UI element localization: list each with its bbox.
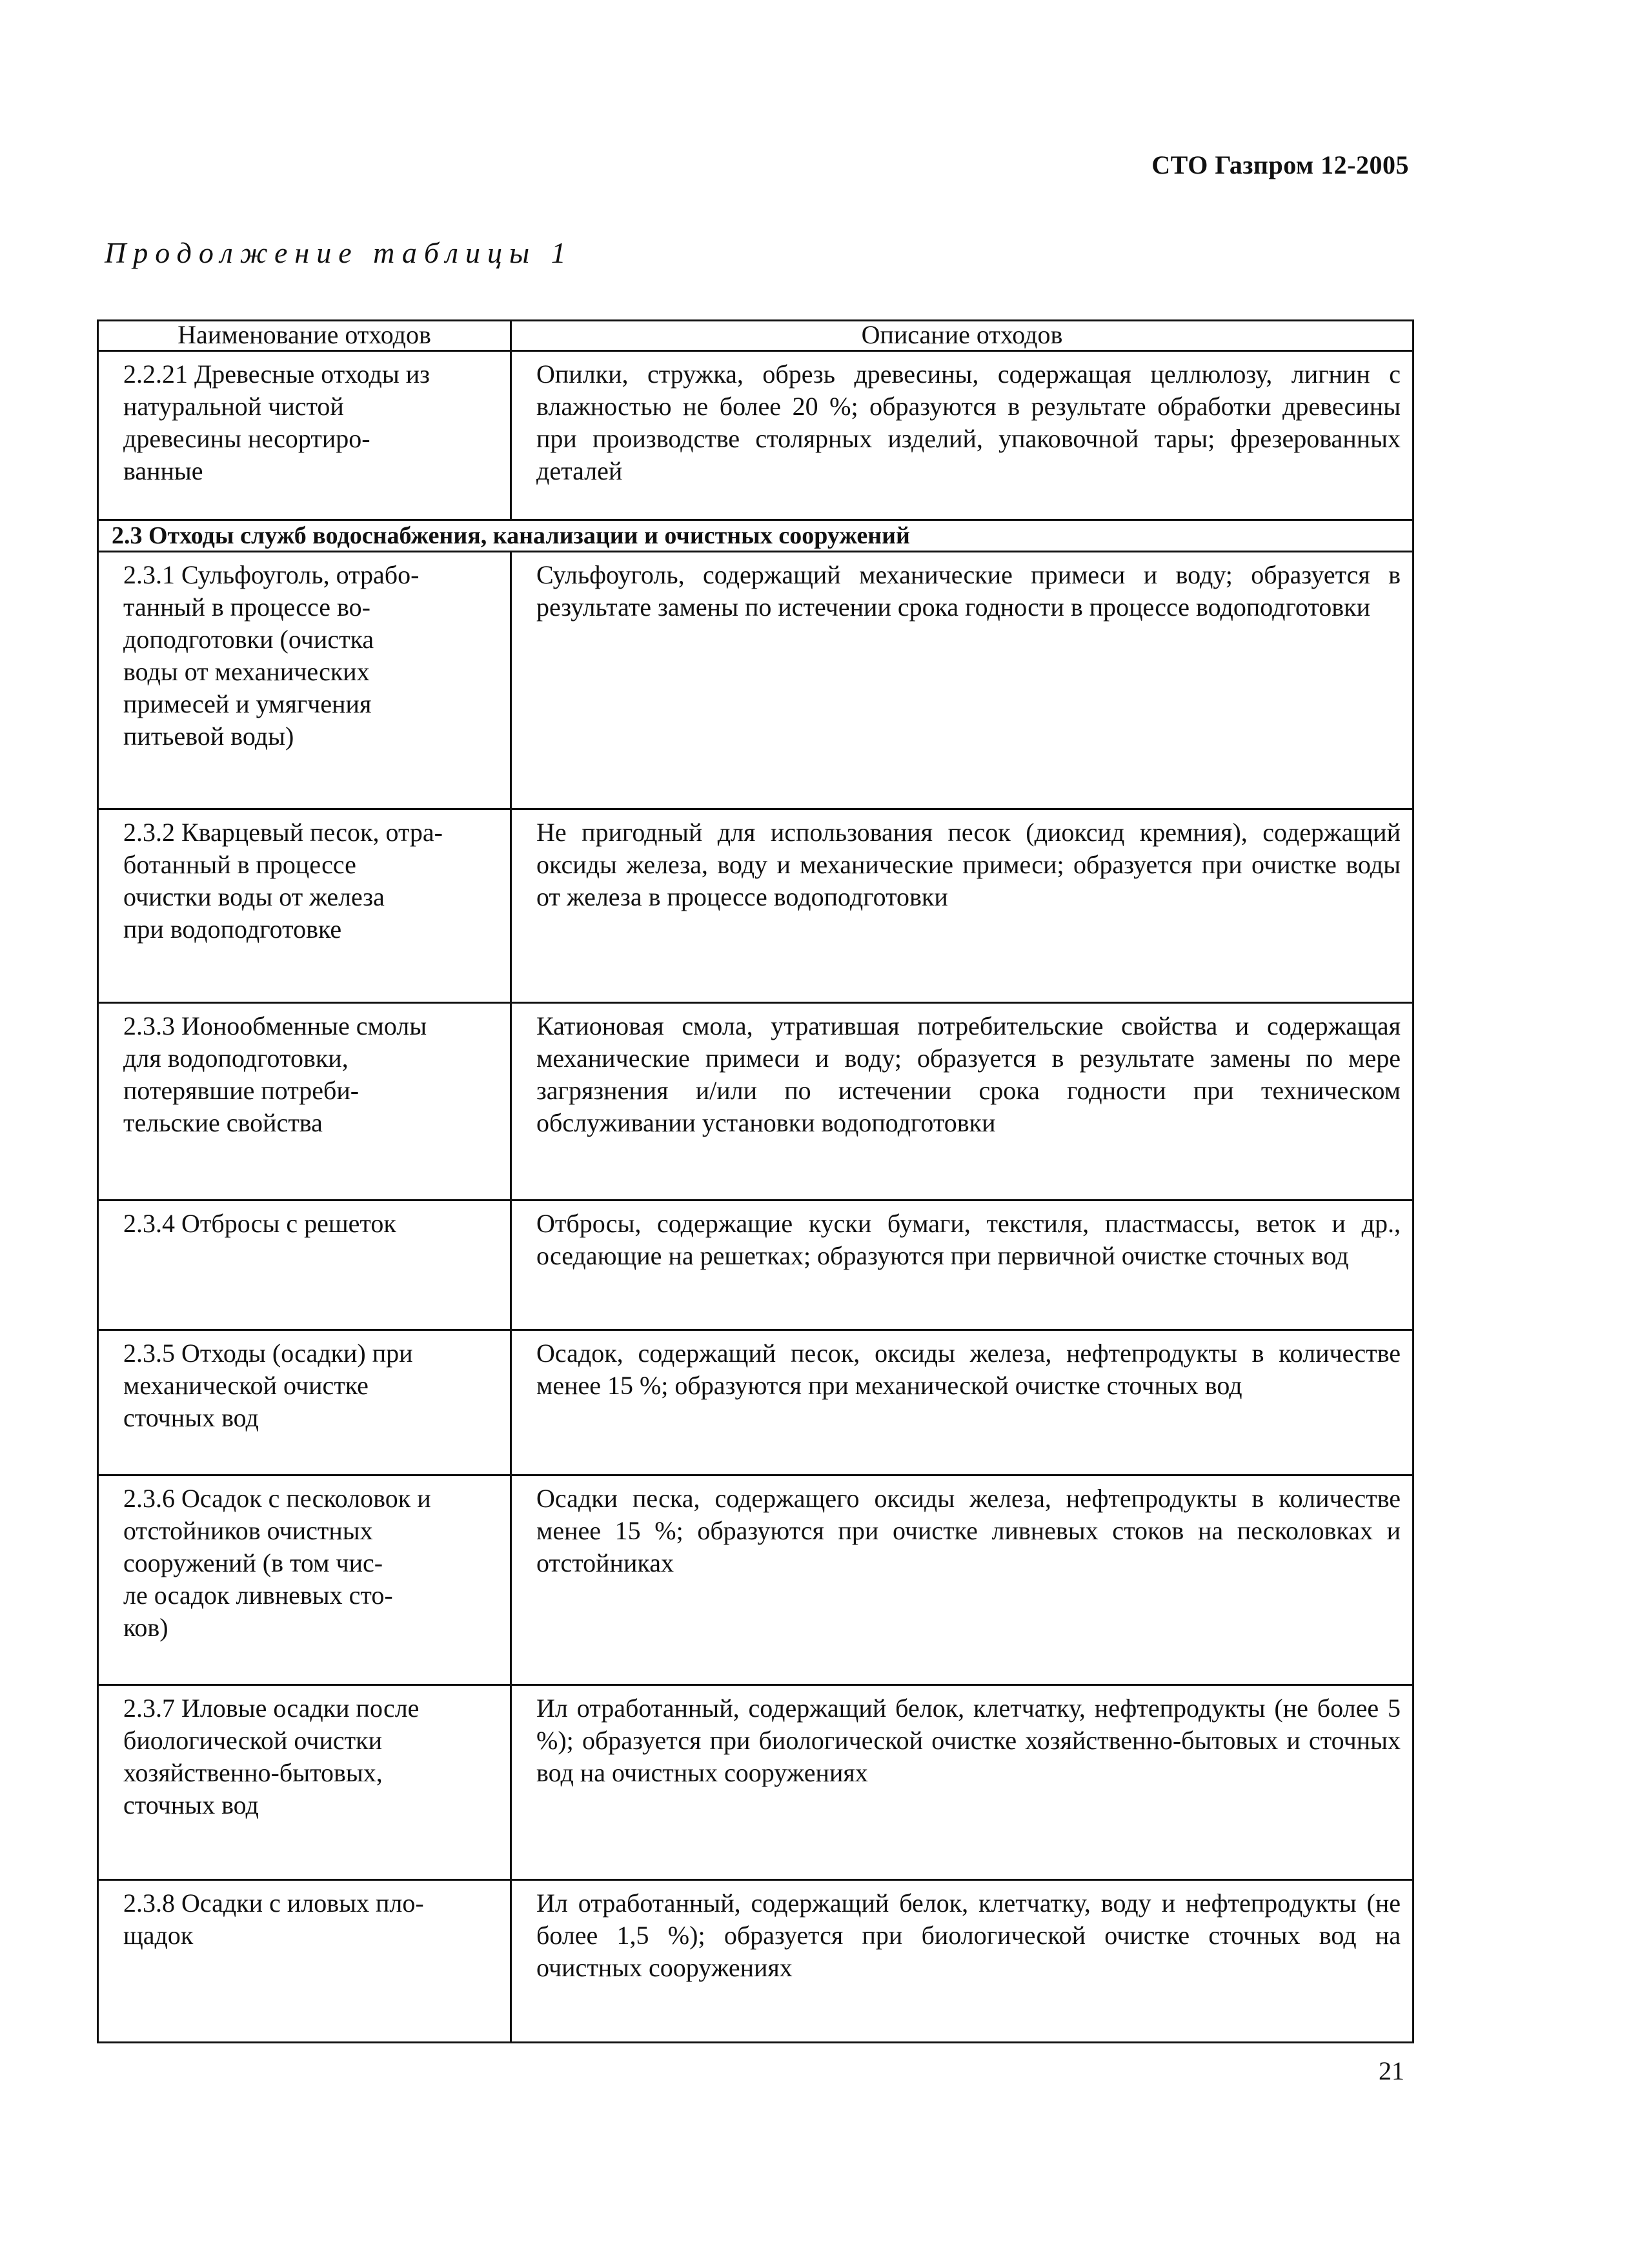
table-row xyxy=(98,552,1413,809)
table-header-row xyxy=(98,321,1413,351)
table-row xyxy=(98,1685,1413,1880)
waste-name-cell: 2.3.7 Иловые осадки после биологической очистки хозяйственно-бытовых, сточных вод xyxy=(98,1685,511,1880)
waste-description-cell: Осадки песка, содержащего оксиды железа, нефтепродукты в количестве менее 15 %; образуются при очистке ливневых стоков на песколовках и отстойниках xyxy=(511,1475,1413,1685)
section-row xyxy=(98,520,1413,552)
page-number: 21 xyxy=(1379,2056,1404,2085)
document-code: СТО Газпром 12-2005 xyxy=(1151,150,1409,179)
table-row xyxy=(98,1003,1413,1200)
table-row xyxy=(98,1200,1413,1330)
table-row xyxy=(98,1330,1413,1475)
waste-name-cell: 2.3.4 Отбросы с решеток xyxy=(98,1200,511,1330)
table-row xyxy=(98,351,1413,520)
table-caption: Продолжение таблицы 1 xyxy=(105,236,573,269)
table-row xyxy=(98,1880,1413,2043)
waste-description-cell: Сульфоуголь, содержащий механические примеси и воду; образуется в результате замены по истечении срока годности в процессе водоподготовки xyxy=(511,552,1413,809)
waste-name-cell: 2.3.6 Осадок с песколовок и отстойников очистных сооружений (в том чис- ле осадок ливневых сто- ков) xyxy=(98,1475,511,1685)
waste-name-cell: 2.3.3 Ионообменные смолы для водоподготовки, потерявшие потреби- тельские свойства xyxy=(98,1003,511,1200)
column-header-name: Наименование отходов xyxy=(98,321,511,351)
column-header-description: Описание отходов xyxy=(511,321,1413,351)
waste-name-cell: 2.3.8 Осадки с иловых пло- щадок xyxy=(98,1880,511,2043)
waste-description-cell: Ил отработанный, содержащий белок, клетчатку, воду и нефтепродукты (не более 1,5 %); образуется при биологической очистке сточных вод на очистных сооружениях xyxy=(511,1880,1413,2043)
waste-table xyxy=(97,319,1412,2043)
waste-description-cell: Осадок, содержащий песок, оксиды железа, нефтепродукты в количестве менее 15 %; образуются при механической очистке сточных вод xyxy=(511,1330,1413,1475)
waste-description-cell: Опилки, стружка, обрезь древесины, содержащая целлюлозу, лигнин с влажностью не более 20 %; образуются в результате обработки древесины при производстве столярных изделий, упаковочной тары; фрезерованных деталей xyxy=(511,351,1413,520)
waste-name-cell: 2.3.1 Сульфоуголь, отрабо- танный в процессе во- доподготовки (очистка воды от механических примесей и умягчения питьевой воды) xyxy=(98,552,511,809)
waste-name-cell: 2.2.21 Древесные отходы из натуральной чистой древесины несортиро- ванные xyxy=(98,351,511,520)
table-row xyxy=(98,809,1413,1003)
waste-description-cell: Отбросы, содержащие куски бумаги, текстиля, пластмассы, веток и др., оседающие на решетках; образуются при первичной очистке сточных вод xyxy=(511,1200,1413,1330)
waste-name-cell: 2.3.5 Отходы (осадки) при механической очистке сточных вод xyxy=(98,1330,511,1475)
section-title: 2.3 Отходы служб водоснабжения, канализации и очистных сооружений xyxy=(98,520,1413,552)
waste-description-cell: Ил отработанный, содержащий белок, клетчатку, нефтепродукты (не более 5 %); образуется при биологической очистке хозяйственно-бытовых и сточных вод на очистных сооружениях xyxy=(511,1685,1413,1880)
table-row xyxy=(98,1475,1413,1685)
waste-table-grid xyxy=(97,319,1414,2043)
waste-name-cell: 2.3.2 Кварцевый песок, отра- ботанный в процессе очистки воды от железа при водоподготовке xyxy=(98,809,511,1003)
waste-description-cell: Катионовая смола, утратившая потребительские свойства и содержащая механические примеси и воду; образуется в результате замены по мере загрязнения и/или по истечении срока годности при техническом обслуживании установки водоподготовки xyxy=(511,1003,1413,1200)
waste-description-cell: Не пригодный для использования песок (диоксид кремния), содержащий оксиды железа, воду и механические примеси; образуется при очистке воды от железа в процессе водоподготовки xyxy=(511,809,1413,1003)
